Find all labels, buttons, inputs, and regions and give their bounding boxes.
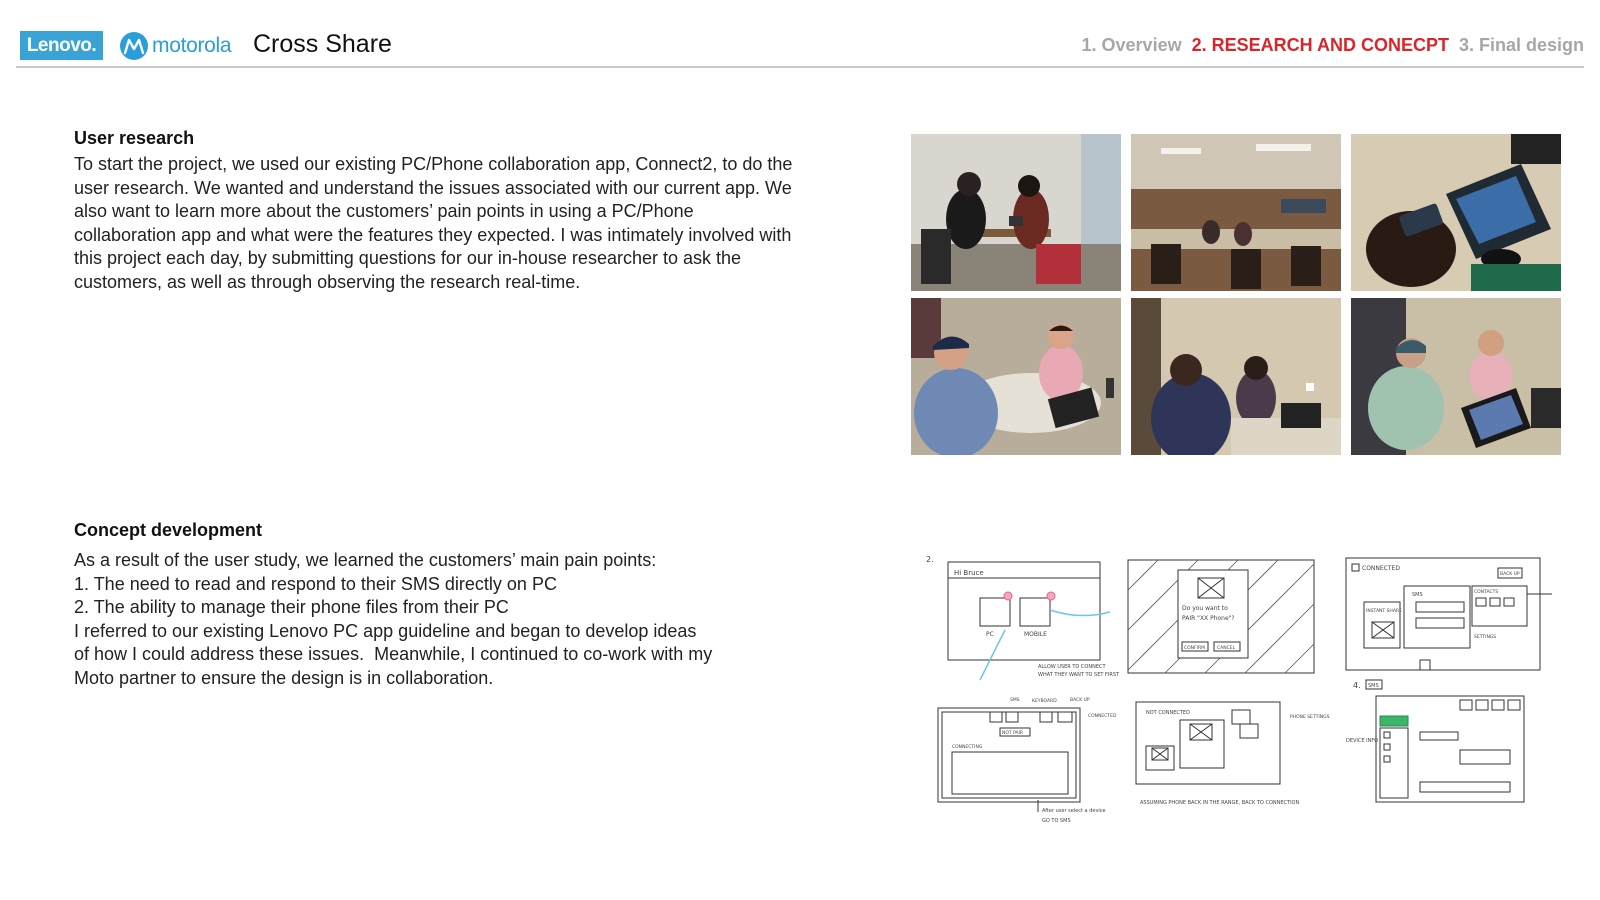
sketch-not-pair: NOT PAIR	[1002, 731, 1024, 736]
research-photo-6	[1351, 298, 1561, 455]
research-photo-4	[911, 298, 1121, 455]
sketch-keyboard: KEYBOARD	[1032, 699, 1057, 704]
sketch-sms-label-2: SMS	[1010, 698, 1020, 703]
app-title: Cross Share	[253, 30, 392, 58]
sketch-connecting: CONNECTING	[952, 745, 983, 750]
concept-line-2: 1. The need to read and respond to their SMS directly on PC	[74, 573, 557, 594]
research-photo-grid	[911, 134, 1561, 455]
sketch-instant-share: INSTANT SHARE	[1366, 609, 1402, 614]
concept-line-6: Moto partner to ensure the design is in collaboration.	[74, 667, 494, 688]
lenovo-logo: Lenovo.	[20, 31, 103, 60]
research-photo-3	[1351, 134, 1561, 291]
sketch-number-2: 2.	[926, 555, 934, 564]
sketch-confirm: CONFIRM	[1184, 646, 1205, 651]
sketch-sms-3: SMS	[1368, 683, 1379, 689]
sketch-connected-2: CONNECTED	[1088, 714, 1117, 719]
sketch-go-to-sms: GO TO SMS	[1042, 818, 1071, 824]
sketch-device-info: DEVICE INFO	[1346, 738, 1379, 744]
motorola-logo	[120, 31, 231, 60]
nav-research-and-concept[interactable]: 2. RESEARCH AND CONECPT	[1191, 35, 1449, 55]
concept-line-3: 2. The ability to manage their phone files from their PC	[74, 597, 509, 617]
sketch-pair-question-2: PAIR "XX Phone"?	[1182, 615, 1235, 622]
user-research-body	[74, 153, 798, 294]
sketch-note-allow: ALLOW USER TO CONNECT	[1038, 664, 1106, 670]
concept-line-1: As a result of the user study, we learned the customers’ main pain points:	[74, 550, 657, 570]
sketch-pc-label: PC	[986, 631, 994, 638]
sketch-after-user: After user select a device	[1042, 808, 1106, 814]
concept-development-title: Concept development	[74, 520, 263, 540]
sketch-back-up: BACK UP	[1500, 572, 1520, 577]
sketch-connected-label: CONNECTED	[1362, 565, 1400, 572]
concept-line-4: I referred to our existing Lenovo PC app guideline and began to develop ideas	[74, 620, 697, 641]
sketch-note-allow-2: WHAT THEY WANT TO SET FIRST	[1038, 672, 1120, 678]
sketch-cancel: CANCEL	[1217, 646, 1236, 651]
sketch-number-4: 4.	[1353, 681, 1361, 690]
sketch-greeting: Hi Bruce	[954, 569, 984, 577]
research-photo-5	[1131, 298, 1341, 455]
sketch-mobile-label: MOBILE	[1024, 631, 1047, 638]
sketch-pair-question-1: Do you want to	[1182, 605, 1228, 612]
nav-overview[interactable]: 1. Overview	[1081, 35, 1182, 55]
sketch-phone-settings: PHONE SETTINGS	[1290, 715, 1330, 720]
sketch-sms: SMS	[1412, 592, 1423, 598]
sketch-assuming-note: ASSUMING PHONE BACK IN THE RANGE, BACK TO CONNECTION	[1140, 800, 1300, 806]
sketch-not-connected: NOT CONNECTED	[1146, 710, 1190, 716]
motorola-wordmark: motorola	[152, 33, 232, 57]
research-photo-1	[911, 134, 1121, 291]
research-photo-2	[1131, 134, 1341, 291]
user-research-title: User research	[74, 128, 195, 148]
sketch-settings: SETTINGS	[1474, 635, 1497, 640]
concept-line-5: of how I could address these issues. Meanwhile, I continued to co-work with my	[74, 644, 713, 664]
concept-sketches	[920, 550, 1570, 850]
sketch-contacts: CONTACTS	[1474, 590, 1499, 595]
nav-final-design[interactable]: 3. Final design	[1458, 35, 1584, 55]
page-header	[16, 28, 1584, 68]
sketch-back-up-2: BACK UP	[1070, 698, 1090, 703]
concept-development-body	[74, 549, 794, 690]
section-nav	[1082, 35, 1584, 56]
user-research-text: To start the project, we used our existing PC/Phone collaboration app, Connect2, to do the user research. We wanted and understand the issues associated with our current app. We also want to learn more about the customers’ pain points in using a PC/Phone collaboration app and what were the features they expected. I was intimately involved with this project each day, by submitting questions for our in-house researcher to ask the customers, as well as through observing the research real-time.	[74, 154, 798, 292]
motorola-mark-icon	[120, 32, 148, 60]
